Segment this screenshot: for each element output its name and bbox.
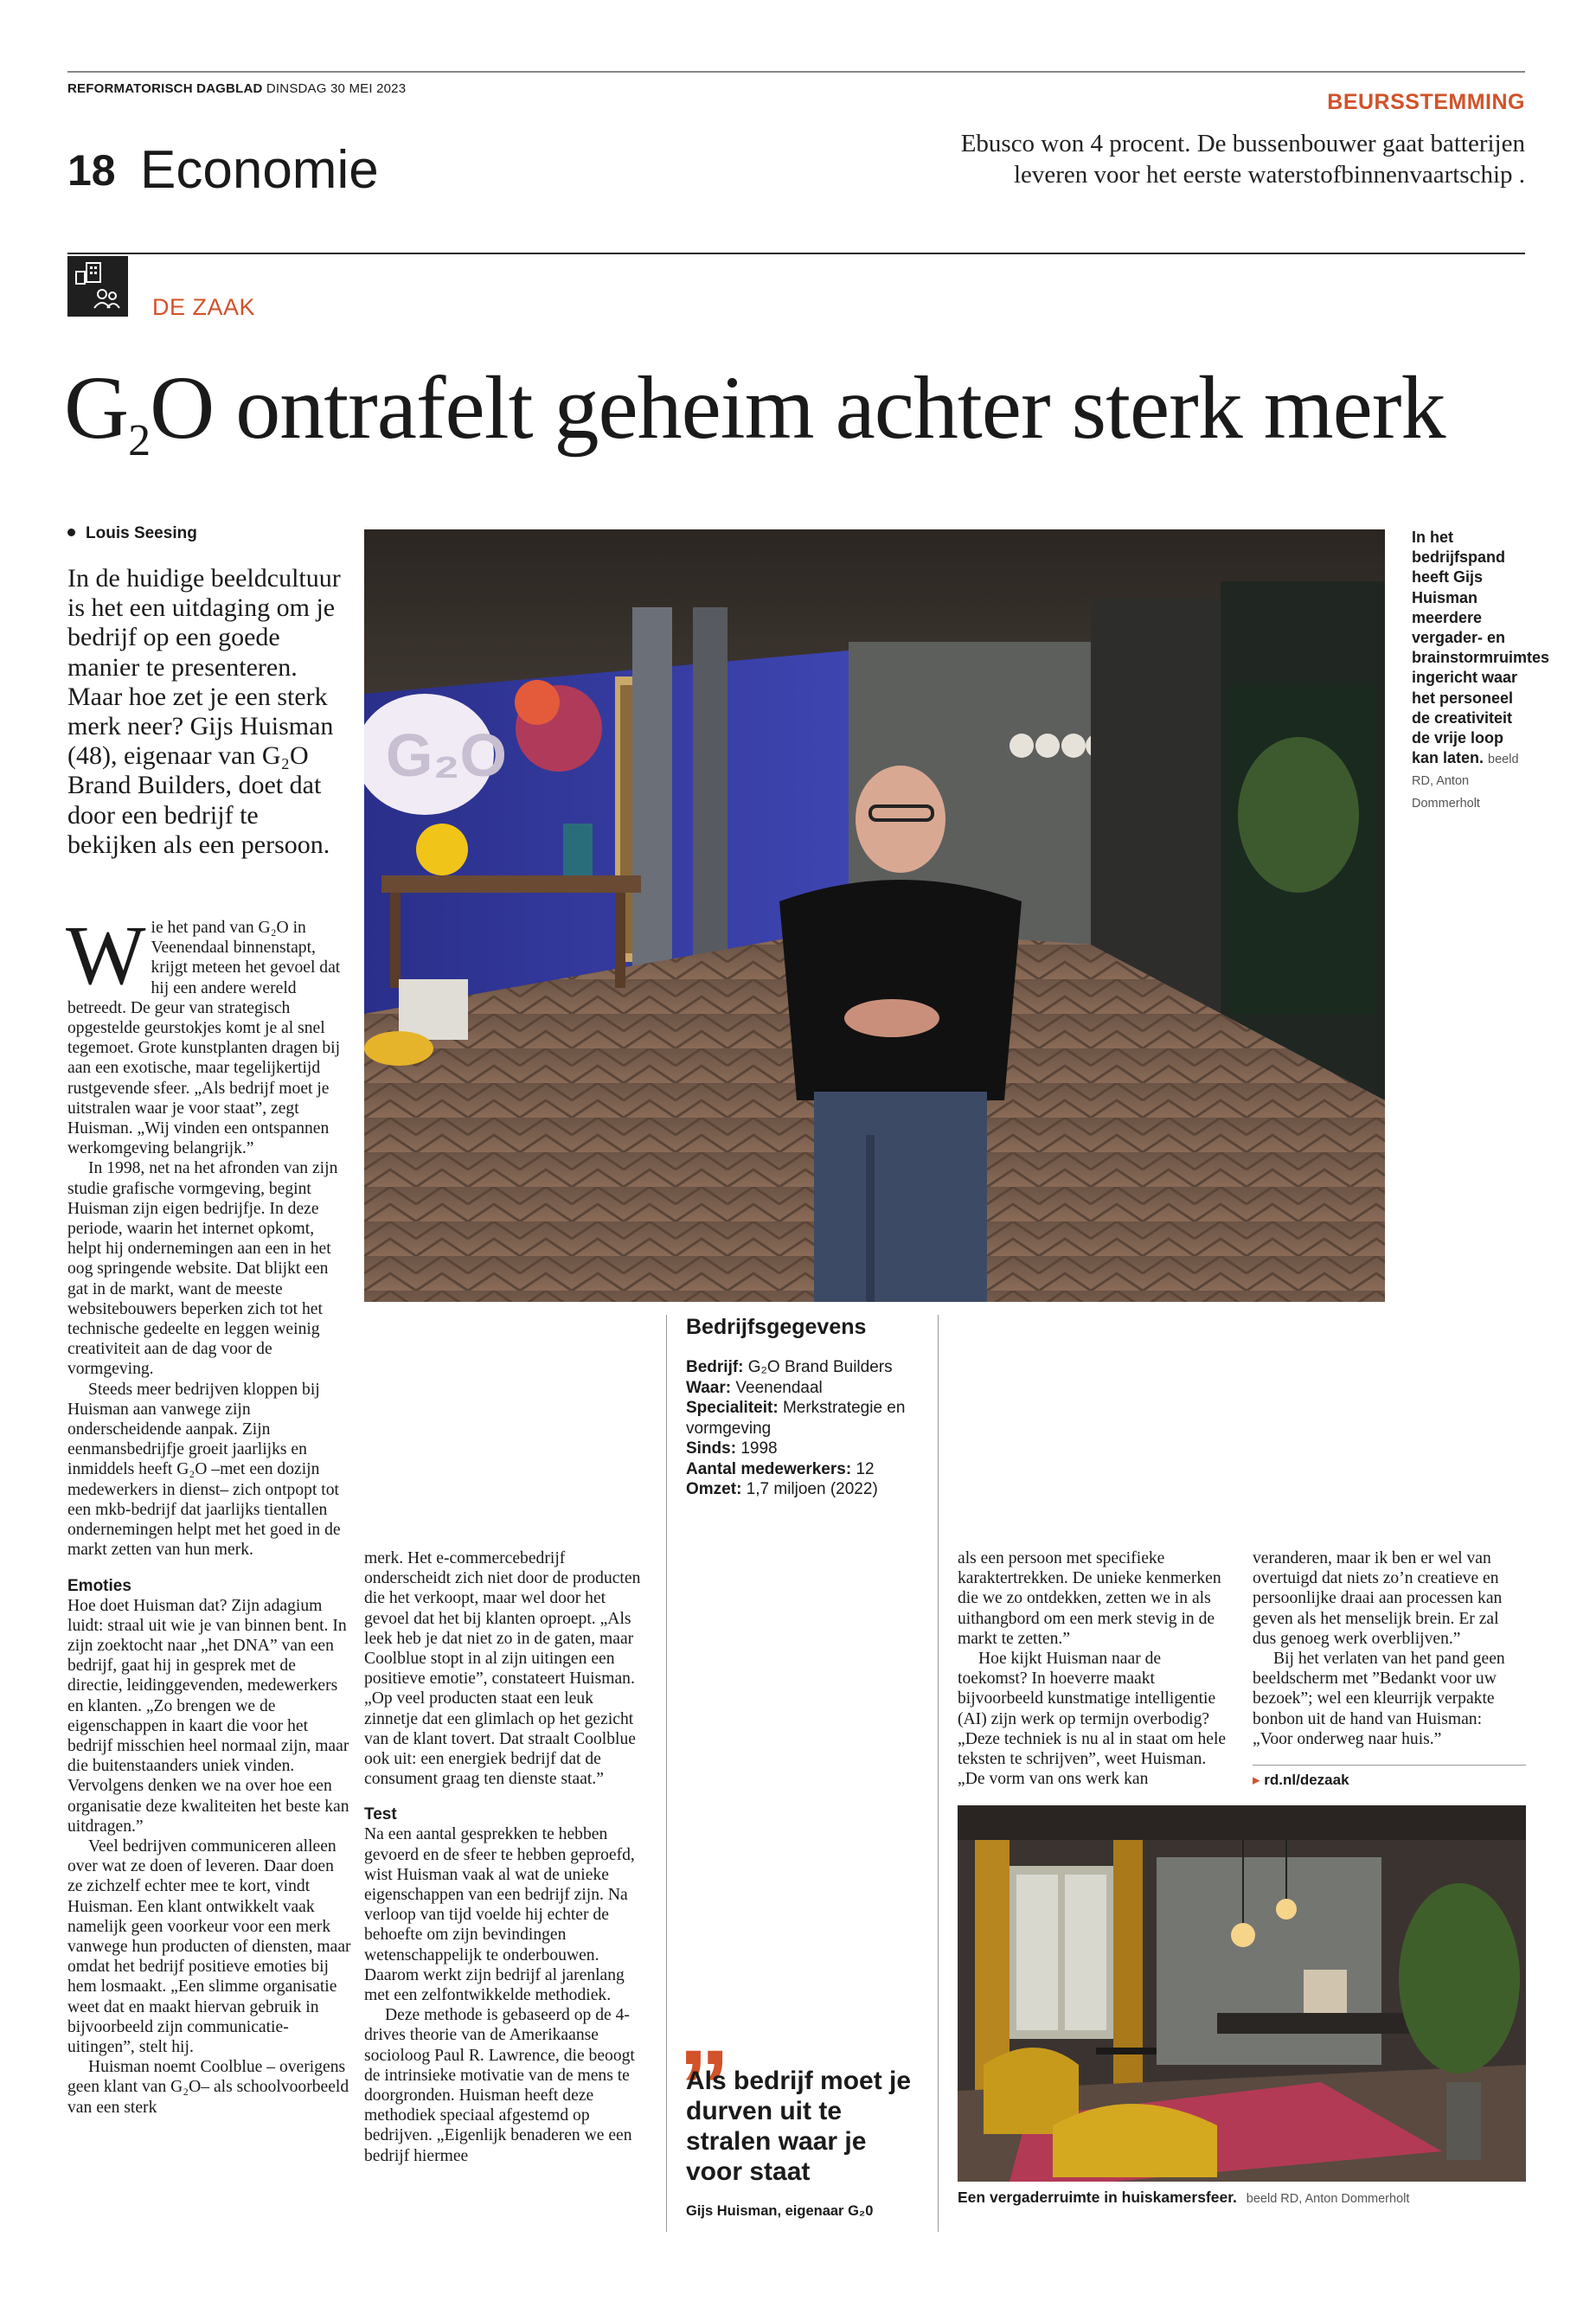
pull-quote-mark: „ [678,1971,730,2086]
col1-p5: Veel bedrijven communiceren alleen over wat ze doen of leveren. Daar doen ze zichzelf echter mee te kort, vindt Huisman. Een klant ontwikkelt vaak namelijk geen voorkeur voor een merk vanwege hun producten of diensten, maar omdat het bedrijf positieve emoties bij hem losmaakt. „Een slimme organisatie weet dat en maakt hiervan gebruik in bijvoorbeeld zijn communicatie-uitingen”, stelt hij. [67,1836,351,2056]
col1-p4: Hoe doet Huisman dat? Zijn adagium luidt: straal uit wie je van binnen bent. In zijn zoektocht naar „het DNA” van een bedrijf, gaat hij in gesprek met de directie, leidinggevenden, medewerkers en klanten. „Zo brengen we de eigenschappen in kaart die voor het bedrijf misschien heel normaal zijn, maar die buitenstaanders uniek vinden. Vervolgens denken we na over hoe een organisatie deze kwaliteiten het beste kan uitdragen.” [67,1596,349,1836]
col2-p1: merk. Het e-commercebedrijf onderscheidt zich niet door de producten die het verkoopt, maar wel door het gevoel dat het bij klanten oproept. „Als leek heb je dat niet zo in de gaten, maar Coolblue stopt in al zijn uitingen een positieve emotie”, constateert Huisman. „Op veel producten staat een leuk zinnetje dat een glimlach op het gezicht van de klant tovert. Dat straalt Coolblue ook uit: een energiek bedrijf dat de consument graag ten dienste staat.” [364,1549,641,1789]
byline-bullet-icon [67,529,75,536]
col1-p2: In 1998, net na het afronden van zijn studie grafische vormgeving, begint Huisman zijn eigen bedrijfje. In deze periode, waarin het internet opkomt, helpt hij ondernemingen aan een in het oog springende website. Dat blijkt een gat in de markt, want de meeste websitebouwers beperken zich tot het technische gedeelte en leggen weinig creativiteit aan de dag voor de vormgeving. [67,1159,338,1379]
headline-sub: 2 [128,416,151,465]
photo-main-credit: beeld RD, Anton Dommerholt [1412,753,1519,811]
col1-p6: Huisman noemt Coolblue – overigens geen klant van G₂O– als schoolvoorbeeld van een sterk [67,2058,349,2117]
col1-first-paragraph [66,909,351,1158]
factbox-title: Bedrijfsgegevens [686,1315,867,1339]
wall-logo: G₂O [386,721,507,789]
beursstemming-line2: leveren voor het eerste waterstofbinnenvaartschip . [1013,161,1525,189]
photo-second-caption [958,2189,1409,2207]
header-rule [67,253,1525,254]
factbox-row [686,1439,937,1459]
factbox-row [686,1479,937,1500]
article-link[interactable] [1253,1772,1349,1789]
pull-quote-text: Als bedrijf moet je durven uit te stralen waar je voor staat [686,2067,912,2186]
beursstemming-text [961,128,1525,190]
factbox-label: Aantal medewerkers: [686,1459,852,1478]
col4-p2: Hoe kijkt Huisman naar de toekomst? In hoeverre maakt bijvoorbeeld kunstmatige intelligentie (AI) zijn werk op termijn overbodig? „Deze techniek is nu al in staat om hele teksten te schrijven”, weet Huisman. „De vorm van ons werk kan [958,1650,1227,1789]
photo-second [958,1805,1526,2182]
factbox-row [686,1398,937,1439]
factbox-value: 1,7 miljoen (2022) [746,1480,878,1498]
top-rule [67,71,1525,73]
byline [67,524,197,543]
page-number: 18 [67,146,116,195]
article-col-1 [66,909,351,2118]
article-col-2 [364,1548,648,2166]
factbox-rows [686,1357,937,1500]
factbox-label: Waar: [686,1378,732,1397]
factbox-value: Merkstrategie en vormgeving [686,1399,906,1438]
headline [64,356,1445,493]
intro: In de huidige beeldcultuur is het een uitdaging om je bedrijf op een goede manier te presenteren. Maar hoe zet je een sterk merk neer? Gijs Huisman (48), eigenaar van G₂O Brand Builders, doet dat door een bedrijf te bekijken als een persoon. [67,564,341,859]
col2-p2: Na een aantal gesprekken te hebben gevoerd en de sfeer te hebben geproefd, wist Huisman vaak al wat de unieke eigenschappen van een bedrijf zijn. Na verloop van tijd voelde hij echter de behoefte om zijn bevindingen wetenschappelijk te onderbouwen. Daarom werkt zijn bedrijf al jarenlang met een zelfontwikkelde methodiek. [364,1825,635,2005]
paper-name: REFORMATORISCH DAGBLAD [67,81,263,96]
factbox-value: 1998 [740,1439,778,1458]
paper-date: DINSDAG 30 MEI 2023 [266,81,407,96]
factbox-row [686,1459,937,1480]
photo-main-caption-text: In het bedrijfspand heeft Gijs Huisman meerdere vergader- en brainstormruimtes ingericht waar het personeel de creativiteit de vrije loop kan laten. [1412,529,1550,767]
photo-main-caption [1412,528,1550,814]
col4-p1: als een persoon met specifieke karaktertrekken. De unieke kenmerken die we zo ontdekken, zetten we in als uithangbord om een merk stevig in de markt te zetten.” [958,1549,1221,1648]
col5-p2: Bij het verlaten van het pand geen beeldscherm met ”Bedankt voor uw bezoek”; wel een kleurrijk verpakte bonbon uit de hand van Huisman: „Voor onderweg naar huis.” [1253,1650,1505,1748]
factbox-label: Sinds: [686,1439,737,1458]
article-col-5 [1253,1548,1526,1749]
factbox-row [686,1357,937,1378]
factbox [686,1315,937,1500]
byline-name: Louis Seesing [86,524,197,542]
beursstemming-line1: Ebusco won 4 procent. De bussenbouwer gaat batterijen [960,130,1525,157]
article-link-text: rd.nl/dezaak [1264,1772,1349,1788]
pull-quote-attribution: Gijs Huisman, eigenaar G₂0 [686,2203,874,2219]
beursstemming-label: BEURSSTEMMING [1327,90,1525,114]
factbox-label: Omzet: [686,1480,742,1498]
col5-p1: veranderen, maar ik ben er wel van overtuigd dat niets zo’n creatieve en persoonlijke draai aan processen kan geven als het menselijk brein. Er zal dus genoeg werk overblijven.” [1253,1549,1503,1648]
link-rule [1253,1765,1526,1766]
column-divider-left [666,1315,667,2232]
link-arrow-icon: ▸ [1253,1772,1260,1788]
col2-p3: Deze methode is gebaseerd op de 4-drives theorie van de Amerikaanse socioloog Paul R. Lawrence, die beoogt de intrinsieke motivatie van de mens te doorgronden. Huisman heeft deze methodiek speciaal afgestemd op bedrijven. „Eigenlijk benaderen we een bedrijf hiermee [364,2006,635,2165]
col1-p1: ie het pand van G₂O in Veenendaal binnenstapt, krijgt meteen het gevoel dat hij een andere wereld betreedt. De geur van strategisch opgestelde geurstokjes komt je al snel tegemoet. Grote kunstplanten dragen bij aan een exotische, maar tegelijkertijd rustgevende sfeer. „Als bedrijf moet je uitstralen waar je voor staat”, zegt Huisman. „Wij vinden een ontspannen werkomgeving belangrijk.” [67,919,341,1158]
factbox-label: Specialiteit: [686,1399,779,1417]
rubric-label: DE ZAAK [152,294,256,320]
photo-second-credit: beeld RD, Anton Dommerholt [1246,2192,1410,2206]
factbox-row [686,1378,937,1399]
subhead-test: Test [364,1805,397,1824]
headline-post: O ontrafelt geheim achter sterk merk [150,358,1445,458]
photo-second-caption-text: Een vergaderruimte in huiskamersfeer. [958,2189,1237,2206]
factbox-value: 12 [856,1459,875,1478]
article-col-4 [958,1548,1234,1789]
factbox-label: Bedrijf: [686,1358,744,1376]
paper-date-line [67,81,406,96]
column-divider-right [938,1315,939,2232]
dropcap: W [66,909,146,1003]
section-title: Economie [140,140,379,200]
subhead-emoties: Emoties [67,1576,131,1595]
col1-p3: Steeds meer bedrijven kloppen bij Huisman aan vanwege zijn onderscheidende aanpak. Zijn eenmansbedrijfje groeit jaarlijks en inmiddels heeft G₂O –met een dozijn medewerkers in dienst– zich ontpopt tot een mkb-bedrijf dat jaarlijks tientallen ondernemingen helpt met het goed in de markt zetten van hun merk. [67,1380,341,1560]
photo-main [364,529,1385,1302]
factbox-value: G₂O Brand Builders [747,1358,893,1376]
headline-pre: G [64,358,129,458]
factbox-value: Veenendaal [735,1378,823,1397]
dezaak-icon [67,256,128,317]
